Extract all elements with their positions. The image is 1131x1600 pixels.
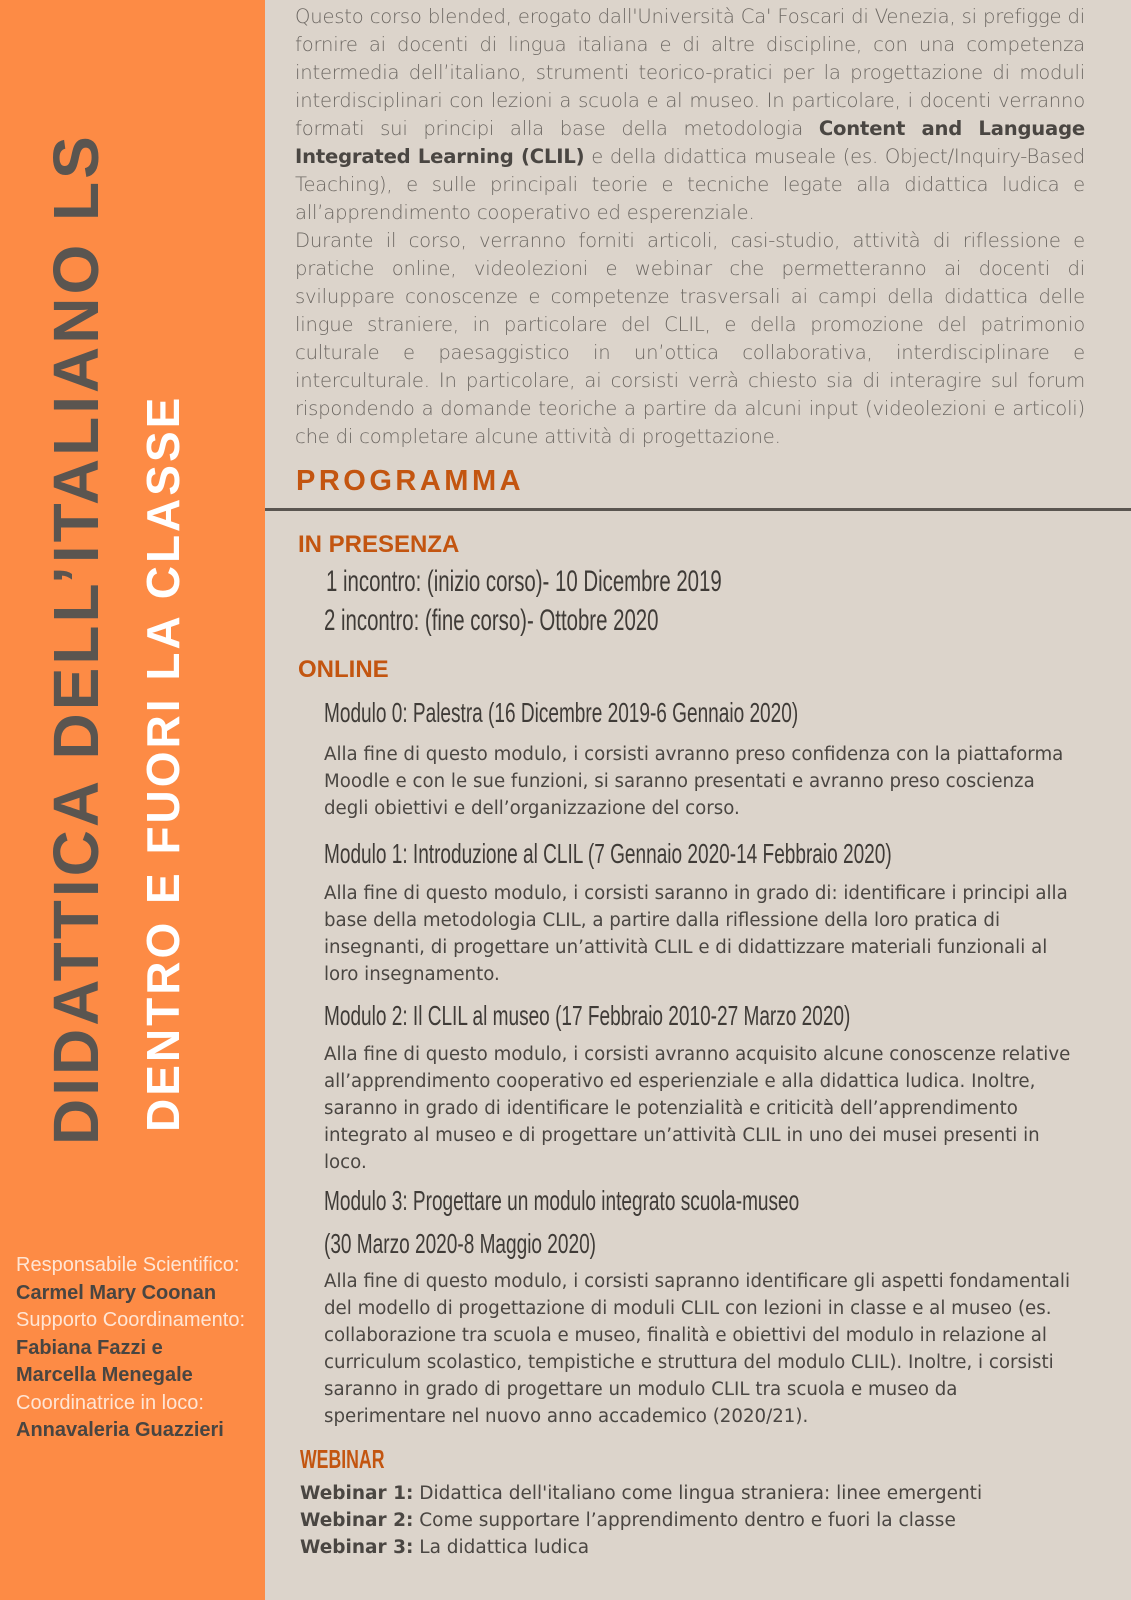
module-description: Alla fine di questo modulo, i corsisti saranno in grado di: identificare i principi alla base della metodologia CLIL, a partire dalla riflessione della loro pratica di insegnanti, di progettare un’attività CLIL e di didattizzare materiali funzionali al loro insegnamento.: [324, 883, 1068, 985]
credit-name: Fabiana Fazzi e Marcella Menegale: [16, 1336, 193, 1386]
sidebar: [0, 0, 265, 1600]
webinar-title: Didattica dell'italiano come lingua straniera: linee emergenti: [413, 1483, 983, 1504]
module-title: Modulo 3: Progettare un modulo integrato scuola-museo: [324, 1185, 800, 1216]
module-description: Alla fine di questo modulo, i corsisti sapranno identificare gli aspetti fondamentali del modello di progettazione di moduli CLIL con lezioni in classe e al museo (es. collaborazione tra scuola e museo, finalità e obiettivi del modulo in relazione al curriculum scolastico, tempistiche e struttura del modulo CLIL). Inoltre, i corsisti saranno in grado di progettare un modulo CLIL tra scuola e museo da sperimentare nel nuovo anno accademico (2020/21).: [324, 1271, 1070, 1427]
credit-name: Carmel Mary Coonan: [16, 1281, 217, 1304]
course-subtitle: DENTRO E FUORI LA CLASSE: [137, 394, 189, 1132]
description-paragraph: Durante il corso, verranno forniti articoli, casi-studio, attività di riflessione e pratiche online, videolezioni e webinar che permetteranno ai docenti di sviluppare conoscenze e competenze trasversali ai campi della didattica delle lingue straniere, in particolare del CLIL, e della promozione del patrimonio culturale e paesaggistico in un’ottica collaborativa, interdisciplinare e interculturale. In particolare, ai corsisti verrà chiesto sia di interagire sul forum rispondendo a domande teoriche a partire da alcuni input (videolezioni e articoli) che di completare alcune attività di progettazione.: [295, 229, 1085, 448]
webinar-item: [300, 1507, 1090, 1534]
course-title: DIDATTICA DELL’ITALIANO LS: [40, 133, 112, 1145]
online-heading: ONLINE: [298, 656, 389, 683]
webinar-title: La didattica ludica: [413, 1537, 590, 1558]
credits: [16, 1252, 262, 1445]
description-text: e della didattica museale (es. Object/Inquiry-Based Teaching), e sulle principali teorie e tecniche legate alla didattica ludica e all’apprendimento cooperativo ed esperenziale.: [295, 145, 1085, 224]
webinar-label: Webinar 1:: [300, 1483, 414, 1504]
meeting-item: 2 incontro: (fine corso)- Ottobre 2020: [324, 604, 659, 637]
credit-role: Supporto Coordinamento:: [16, 1309, 246, 1331]
module-description: Alla fine di questo modulo, i corsisti avranno preso confidenza con la piattaforma Moodle e con le sue funzioni, si saranno presentati e avranno preso coscienza degli obiettivi e dell’organizzazione del corso.: [324, 744, 1064, 819]
webinar-item: [300, 1534, 1090, 1561]
credit-name: Annavaleria Guazzieri: [16, 1419, 224, 1441]
description-paragraph: [295, 3, 1085, 227]
divider: [265, 508, 1131, 511]
programma-heading: PROGRAMMA: [296, 465, 525, 497]
module-description: Alla fine di questo modulo, i corsisti avranno acquisito alcune conoscenze relative all’apprendimento cooperativo ed esperienziale e alla didattica ludica. Inoltre, saranno in grado di identificare le potenzialità e criticità dell’apprendimento integrato al museo e di progettare un’attività CLIL in uno dei musei presenti in loco.: [324, 1044, 1071, 1173]
module-title-dates: (30 Marzo 2020-8 Maggio 2020): [324, 1228, 597, 1259]
in-presenza-heading: IN PRESENZA: [298, 531, 460, 558]
webinar-item: [300, 1480, 1090, 1507]
credit-role: Coordinatrice in loco:: [16, 1391, 204, 1414]
webinar-label: Webinar 3:: [300, 1537, 414, 1558]
webinar-heading: WEBINAR: [300, 1444, 385, 1474]
description-text: Questo corso blended, erogato dall'Università Ca' Foscari di Venezia, si prefigge di fornire ai docenti di lingua italiana e di altre discipline, con una competenza intermedia dell’italiano, strumenti teorico-pratici per la progettazione di moduli interdisciplinari con lezioni a scuola e al museo. In particolare, i docenti verranno formati sui principi alla base della metodologia: [295, 5, 1085, 140]
meeting-item: 1 incontro: (inizio corso)- 10 Dicembre 2019: [326, 565, 722, 598]
course-description: [295, 3, 1085, 451]
module-title: Modulo 0: Palestra (16 Dicembre 2019-6 Gennaio 2020): [324, 697, 799, 728]
description-highlight: Content and Language Integrated Learning (CLIL): [295, 117, 1085, 168]
credit-role: Responsabile Scientifico:: [16, 1254, 240, 1276]
webinar-list: [300, 1480, 1090, 1561]
module-title: Modulo 1: Introduzione al CLIL (7 Gennaio 2020-14 Febbraio 2020): [324, 838, 892, 869]
module-title: Modulo 2: Il CLIL al museo (17 Febbraio 2010-27 Marzo 2020): [324, 1000, 851, 1031]
webinar-label: Webinar 2:: [300, 1510, 414, 1531]
webinar-title: Come supportare l’apprendimento dentro e fuori la classe: [413, 1510, 956, 1531]
